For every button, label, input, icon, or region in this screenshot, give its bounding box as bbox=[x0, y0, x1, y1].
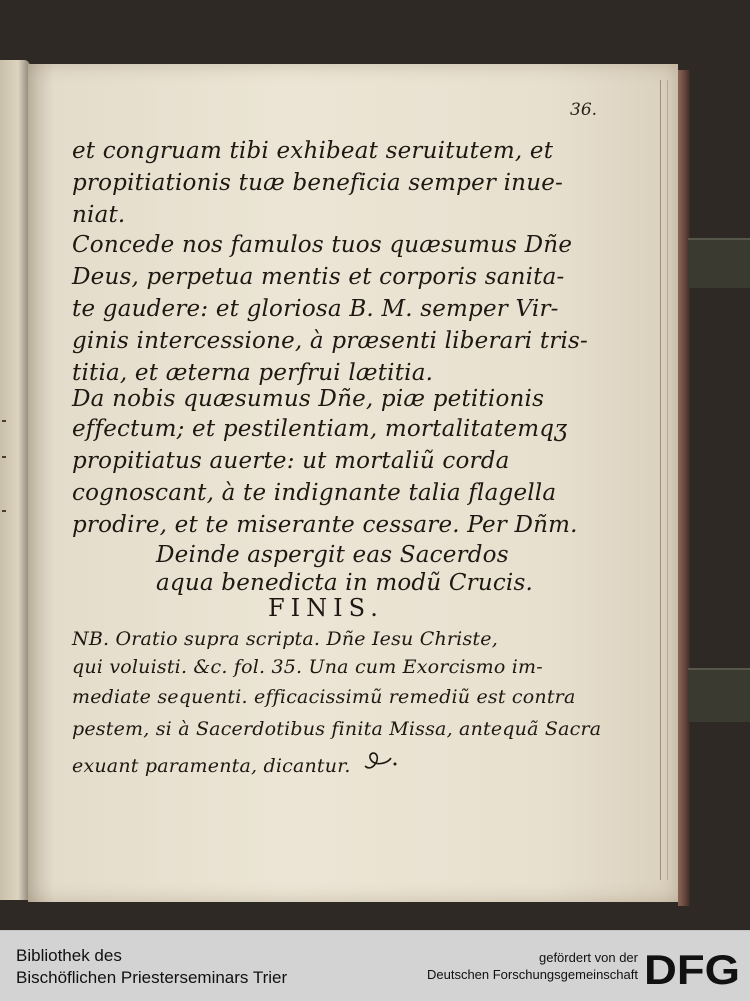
text-line: pestem, si à Sacerdotibus finita Missa, antequã Sacra bbox=[72, 718, 602, 740]
ink-mark bbox=[2, 456, 6, 458]
text-line: te gaudere: et gloriosa B. M. semper Vir- bbox=[72, 296, 559, 322]
text-line: effectum; et pestilentiam, mortalitatemqʒ bbox=[72, 416, 568, 442]
rubric-line: Deinde aspergit eas Sacerdos bbox=[156, 542, 509, 568]
library-line-2: Bischöflichen Priesterseminars Trier bbox=[16, 968, 288, 987]
text-line: Concede nos famulos tuos quæsumus Dñe bbox=[72, 232, 573, 258]
funding-line-1: gefördert von der bbox=[538, 950, 638, 965]
rubric-line: aqua benedicta in modũ Crucis. bbox=[156, 570, 533, 596]
clasp-strap-top bbox=[688, 238, 750, 288]
ink-mark bbox=[2, 510, 6, 512]
dfg-logo-icon bbox=[644, 948, 740, 988]
finis-heading: FINIS. bbox=[268, 594, 384, 622]
funding-note bbox=[427, 949, 638, 983]
text-line: titia, et æterna perfrui lætitia. bbox=[72, 360, 434, 386]
library-line-1: Bibliothek des bbox=[16, 946, 122, 965]
text-line: NB. Oratio supra scripta. Dñe Iesu Christe, bbox=[72, 628, 498, 650]
text-line: propitiationis tuæ beneficia semper inue- bbox=[72, 170, 563, 196]
text-line bbox=[72, 748, 401, 777]
text-line: Deus, perpetua mentis et corporis sanita- bbox=[72, 264, 565, 290]
text-line: qui voluisti. &c. fol. 35. Una cum Exorcismo im- bbox=[72, 656, 543, 678]
book-cover-edge bbox=[678, 70, 690, 906]
ink-mark bbox=[2, 420, 6, 422]
flourish-icon bbox=[361, 748, 401, 777]
text-line: ginis intercessione, à præsenti liberari tris- bbox=[72, 328, 589, 354]
page-block-edge bbox=[660, 80, 668, 880]
funding-line-2: Deutschen Forschungsgemeinschaft bbox=[426, 967, 638, 982]
text-line: cognoscant, à te indignante talia flagella bbox=[72, 480, 557, 506]
text-line: prodire, et te miserante cessare. Per Dñm. bbox=[72, 512, 578, 538]
folio-number: 36. bbox=[570, 100, 598, 120]
text-line: propitiatus auerte: ut mortaliũ corda bbox=[72, 448, 510, 474]
text-line: niat. bbox=[72, 202, 126, 228]
text-line: et congruam tibi exhibeat seruitutem, et bbox=[72, 138, 554, 164]
left-page-edge bbox=[0, 60, 30, 900]
text-line-content: exuant paramenta, dicantur. bbox=[72, 755, 351, 777]
text-line: mediate sequenti. efficacissimũ remediũ est contra bbox=[72, 686, 576, 708]
text-line: Da nobis quæsumus Dñe, piæ petitionis bbox=[72, 386, 545, 412]
footer-banner bbox=[0, 930, 750, 1001]
dfg-logo-text: DFG bbox=[644, 948, 740, 988]
clasp-strap-bottom bbox=[688, 668, 750, 722]
library-name bbox=[16, 945, 287, 989]
